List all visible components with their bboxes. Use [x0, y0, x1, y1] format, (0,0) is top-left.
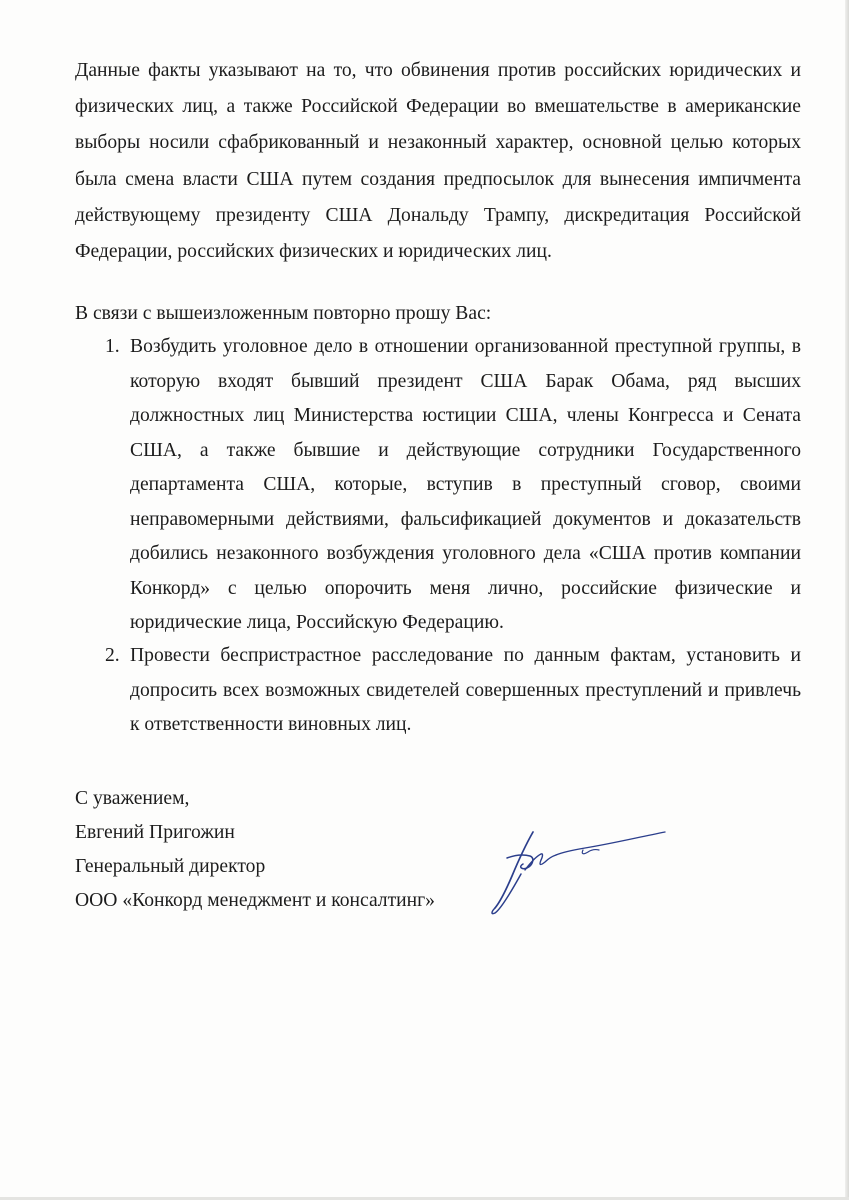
signatory-position: Генеральный директор: [75, 856, 266, 877]
request-item: [105, 330, 801, 641]
request-number: 2.: [105, 645, 120, 666]
request-text: Провести беспристрастное расследование по данным фактам, установить и допросить всех возможных свидетелей совершенных преступлений и привлечь к ответственности виновных лиц.: [130, 645, 801, 735]
signatory-name: Евгений Пригожин: [75, 822, 235, 843]
request-list: [105, 639, 801, 743]
body-paragraph: Данные факты указывают на то, что обвинения против российских юридических и физических лиц, а также Российской Федерации во вмешательстве в американские выборы носили сфабрикованный и незаконный характер, основной целью которых была смена власти США путем создания предпосылок для вынесения импичмента действующему президенту США Дональду Трампу, дискредитация Российской Федерации, российских физических и юридических лиц.: [75, 60, 801, 263]
closing-salutation: С уважением,: [75, 788, 190, 809]
request-item: [105, 639, 801, 743]
scan-edge: [845, 0, 849, 1200]
signatory-company: ООО «Конкорд менеджмент и консалтинг»: [75, 890, 435, 911]
request-intro: В связи с вышеизложенным повторно прошу Вас:: [75, 303, 492, 324]
request-list: [105, 330, 801, 641]
handwritten-signature: [485, 818, 670, 918]
request-number: 1.: [105, 336, 120, 357]
request-text: Возбудить уголовное дело в отношении организованной преступной группы, в которую входят бывший президент США Барак Обама, ряд высших должностных лиц Министерства юстиции США, члены Конгресса и Сената США, а также бывшие и действующие сотрудники Государственного департамента США, которые, вступив в преступный сговор, своими неправомерными действиями, фальсификацией документов и доказательств добились незаконного возбуждения уголовного дела «США против компании Конкорд» с целью опорочить меня лично, российские физические и юридические лица, Российскую Федерацию.: [130, 336, 801, 633]
